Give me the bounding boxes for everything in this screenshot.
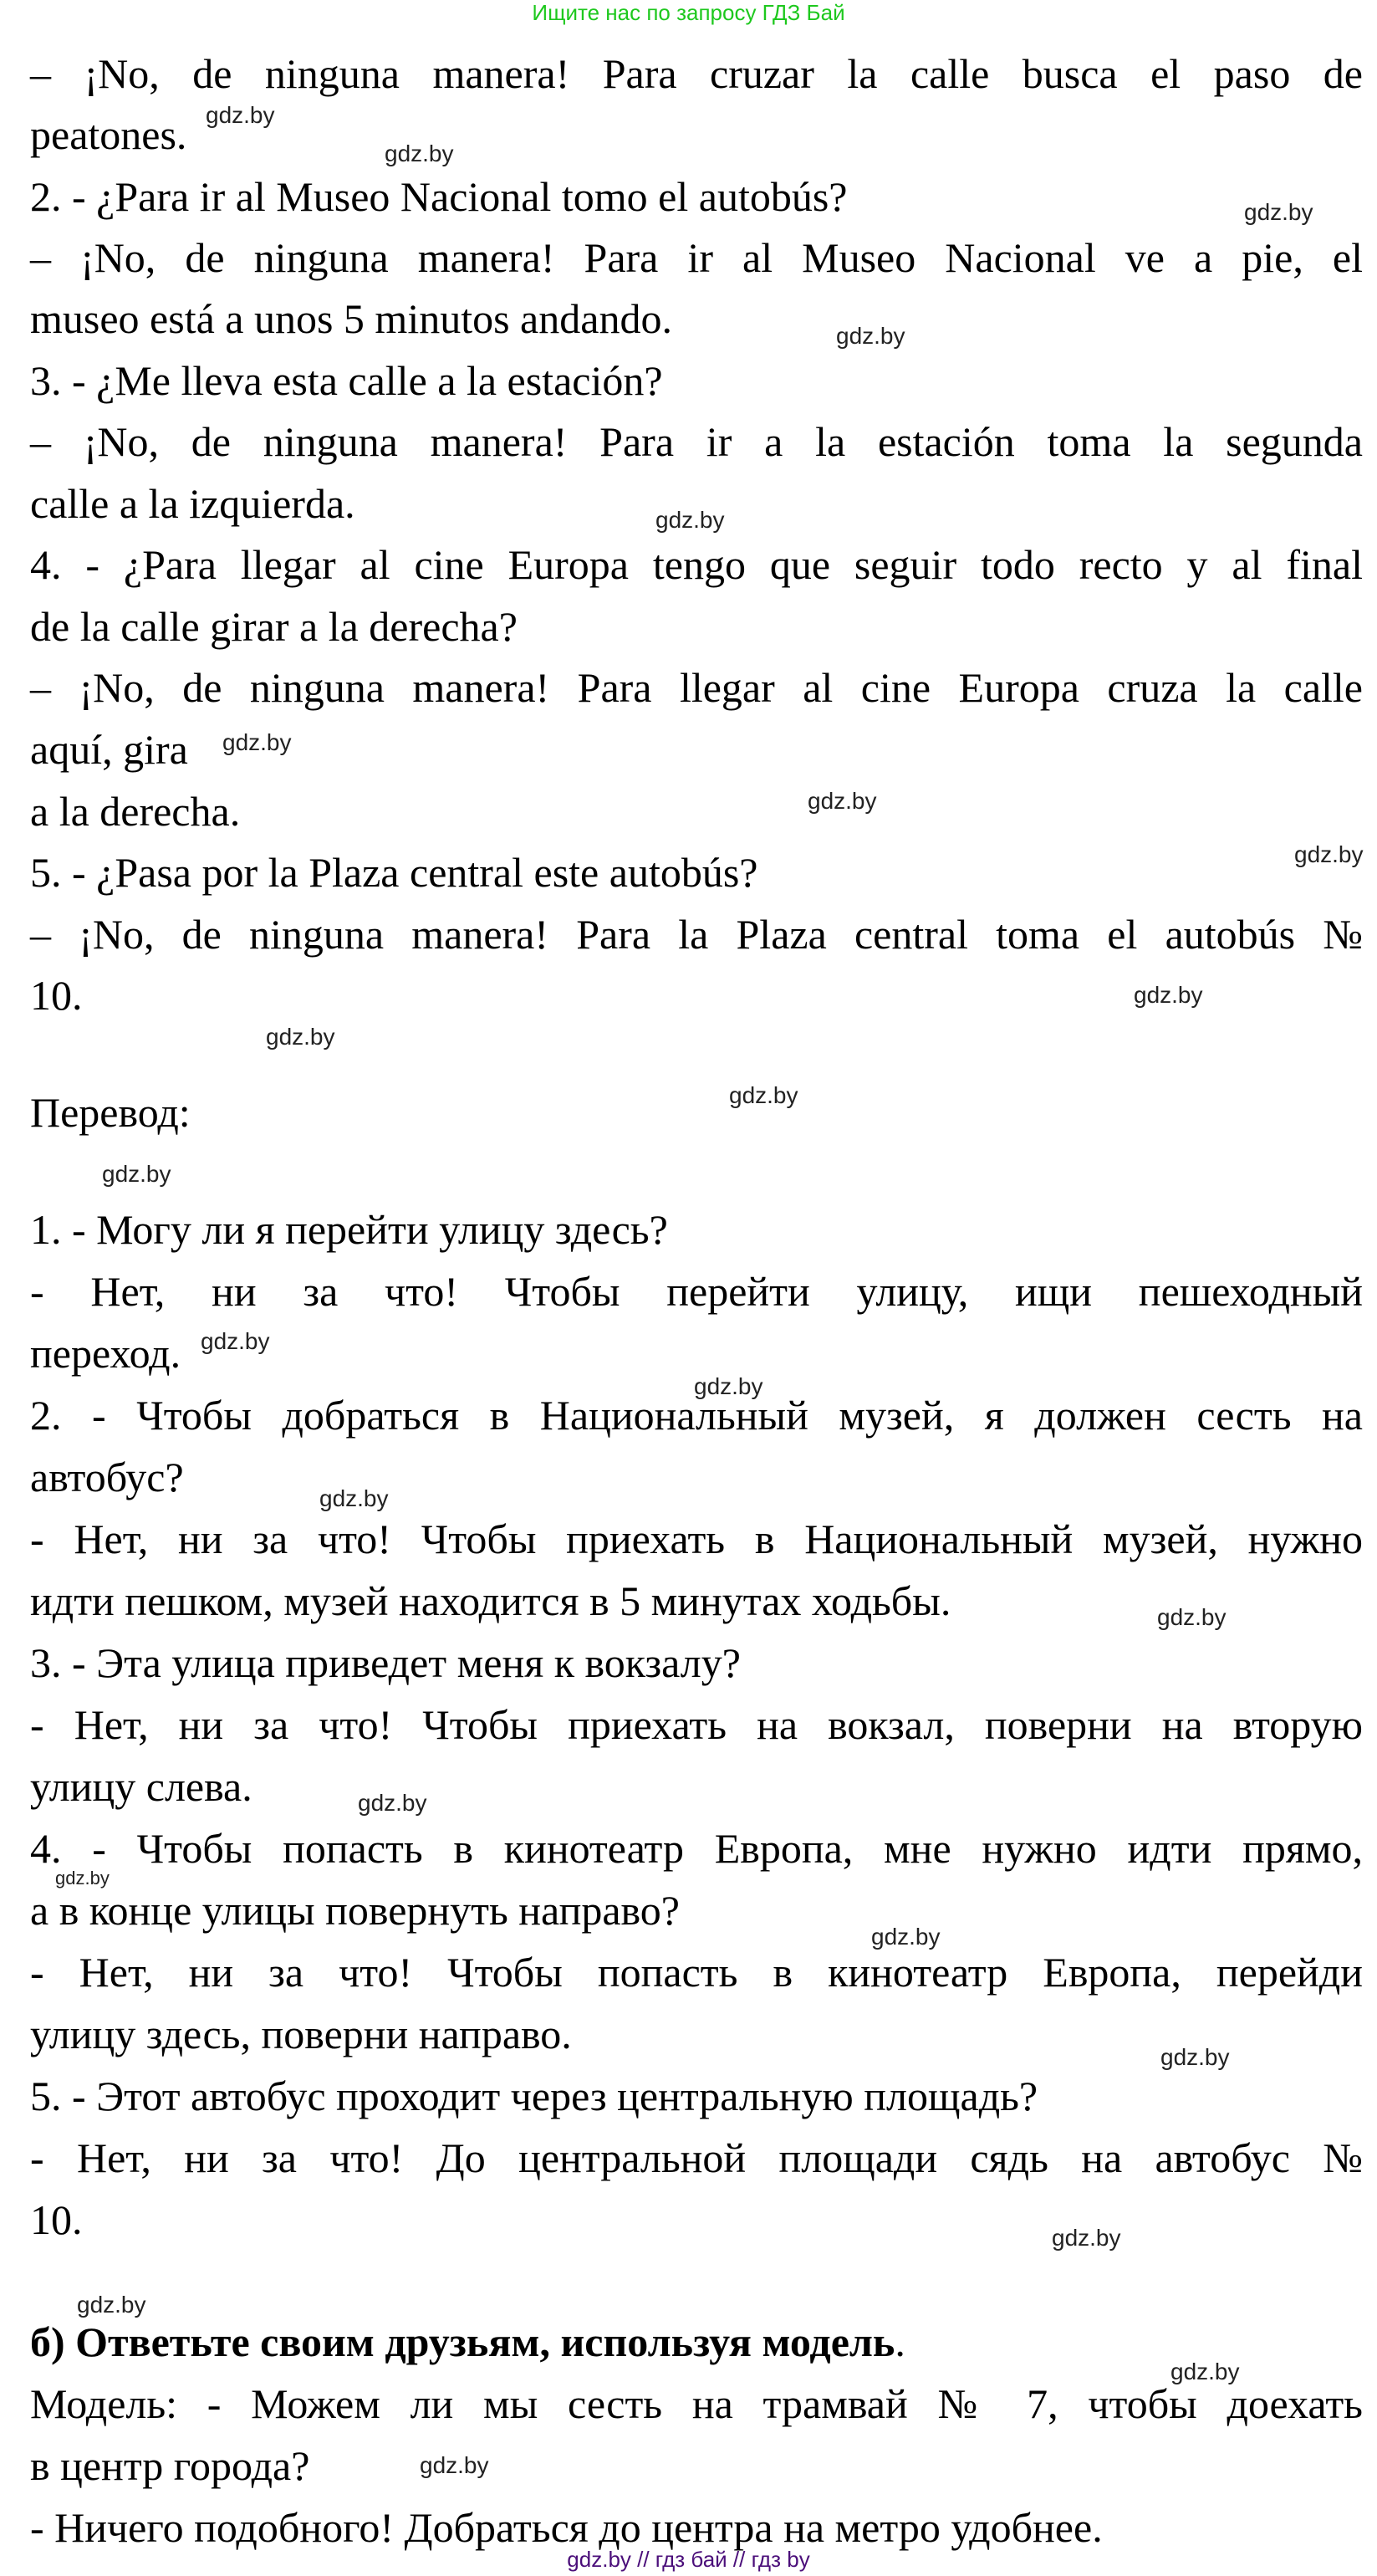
watermark: gdz.by [729,1082,798,1108]
search-banner[interactable]: Ищите нас по запросу ГДЗ Бай [532,0,845,25]
spanish-line: – ¡No, de ninguna manera! Para ir al Museo Nacional ve a pie, el [30,234,1363,281]
watermark: gdz.by [266,1024,335,1050]
watermark: gdz.by [358,1790,427,1816]
watermark: gdz.by [1160,2044,1230,2070]
watermark: gdz.by [1294,841,1364,867]
russian-line: переход. [30,1330,181,1377]
watermark: gdz.by [1157,1604,1227,1630]
task-b-heading-text: б) Ответьте своим друзьям, используя модель [30,2318,895,2365]
russian-line: идти пешком, музей находится в 5 минутах ходьбы. [30,1577,951,1624]
model-line: - Ничего подобного! Добраться до центра на метро удобнее. [30,2504,1103,2551]
watermark: gdz.by [77,2292,146,2318]
watermark: gdz.by [385,141,454,166]
watermark: gdz.by [655,507,725,533]
russian-line: 4. - Чтобы попасть в кинотеатр Европа, мне нужно идти прямо, [30,1825,1363,1872]
russian-line: улицу здесь, поверни направо. [30,2011,572,2057]
russian-line: - Нет, ни за что! Чтобы приехать на вокзал, поверни на вторую [30,1701,1363,1748]
russian-line: 2. - Чтобы добраться в Национальный музей, я должен сесть на [30,1392,1363,1439]
russian-line: 10. [30,2196,83,2243]
spanish-line: peatones. [30,111,187,158]
task-b-heading [30,2317,1363,2367]
spanish-line: 5. - ¿Pasa por la Plaza central este autobús? [30,849,758,896]
spanish-line: – ¡No, de ninguna manera! Para llegar al cine Europa cruza la calle [30,664,1363,711]
russian-line: - Нет, ни за что! До центральной площади сядь на автобус № [30,2134,1363,2181]
watermark: gdz.by [808,788,877,814]
watermark: gdz.by [55,1868,110,1889]
watermark: gdz.by [1244,199,1313,225]
spanish-line: – ¡No, de ninguna manera! Para ir a la estación toma la segunda [30,418,1363,465]
watermark: gdz.by [836,323,905,349]
model-line: Модель: - Можем ли мы сесть на трамвай № 7, чтобы доехать [30,2380,1363,2427]
translation-heading: Перевод: [30,1089,191,1136]
spanish-line: 10. [30,972,83,1019]
russian-line: - Нет, ни за что! Чтобы приехать в Национальный музей, нужно [30,1515,1363,1562]
watermark: gdz.by [102,1161,171,1187]
russian-line: автобус? [30,1454,184,1500]
task-b-heading-period: . [895,2318,905,2365]
watermark: gdz.by [694,1373,763,1399]
russian-line: улицу слева. [30,1763,252,1810]
watermark: gdz.by [420,2452,489,2478]
spanish-line: de la calle girar a la derecha? [30,603,518,650]
russian-line: 5. - Этот автобус проходит через центральную площадь? [30,2073,1038,2119]
russian-line: - Нет, ни за что! Чтобы попасть в кинотеатр Европа, перейди [30,1949,1363,1996]
spanish-line: – ¡No, de ninguna manera! Para la Plaza central toma el autobús № [30,911,1363,958]
watermark: gdz.by [201,1328,270,1354]
footer-links[interactable]: gdz.by // гдз бай // гдз by [567,2547,810,2572]
spanish-line: calle a la izquierda. [30,480,355,527]
watermark: gdz.by [319,1485,389,1511]
model-line: в центр города? [30,2442,310,2489]
spanish-line: – ¡No, de ninguna manera! Para cruzar la calle busca el paso de [30,50,1363,97]
russian-line: 3. - Эта улица приведет меня к вокзалу? [30,1639,741,1686]
spanish-line: museo está a unos 5 minutos andando. [30,295,672,342]
watermark: gdz.by [1052,2225,1121,2251]
watermark: gdz.by [222,729,292,755]
spanish-line: 2. - ¿Para ir al Museo Nacional tomo el autobús? [30,173,848,220]
russian-line: а в конце улицы повернуть направо? [30,1887,681,1934]
spanish-line: a la derecha. [30,788,241,835]
watermark: gdz.by [1170,2359,1240,2384]
spanish-line: aquí, gira [30,726,188,773]
russian-line: - Нет, ни за что! Чтобы перейти улицу, ищи пешеходный [30,1268,1363,1315]
watermark: gdz.by [871,1924,941,1950]
watermark: gdz.by [206,102,275,128]
spanish-line: 4. - ¿Para llegar al cine Europa tengo que seguir todo recto y al final [30,541,1363,588]
russian-line: 1. - Могу ли я перейти улицу здесь? [30,1206,668,1253]
watermark: gdz.by [1134,982,1203,1008]
spanish-line: 3. - ¿Me lleva esta calle a la estación? [30,357,663,404]
